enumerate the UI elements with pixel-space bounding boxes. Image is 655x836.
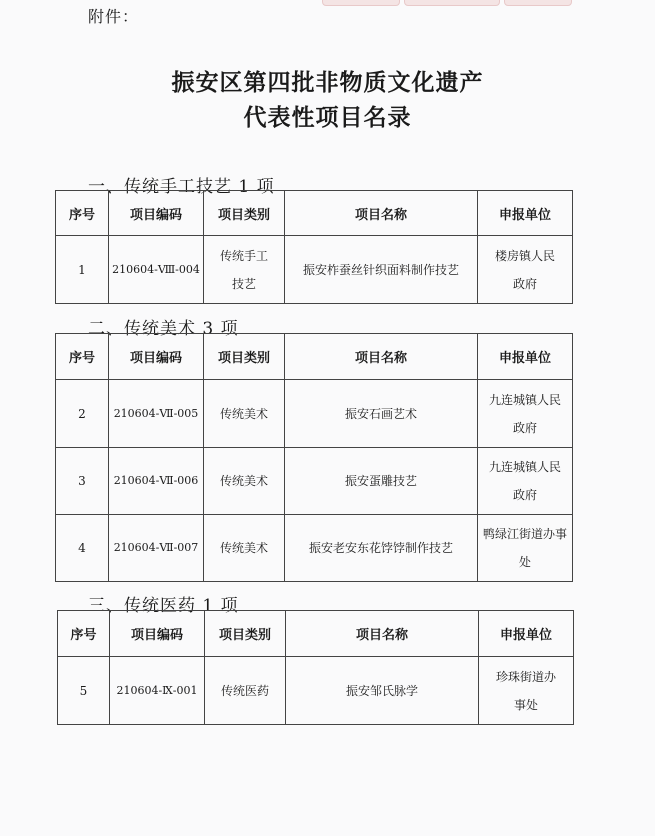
project-category: 传统医药 <box>205 657 286 725</box>
header-cell: 项目类别 <box>204 334 285 380</box>
header-cell: 申报单位 <box>478 191 573 236</box>
project-table <box>57 610 574 725</box>
table-row <box>56 448 573 515</box>
table-header-row <box>56 334 573 380</box>
project-name: 振安老安东花饽饽制作技艺 <box>285 515 478 582</box>
project-name: 振安邹氏脉学 <box>286 657 479 725</box>
header-cell: 项目名称 <box>285 334 478 380</box>
project-name: 振安石画艺术 <box>285 380 478 448</box>
header-cell: 项目名称 <box>285 191 478 236</box>
project-category: 传统手工技艺 <box>204 236 285 304</box>
project-code: 210604-Ⅷ-004 <box>109 236 204 304</box>
project-category: 传统美术 <box>204 515 285 582</box>
section-heading: 三、传统医药 1 项 <box>88 596 239 616</box>
applicant-unit: 九连城镇人民政府 <box>478 380 573 448</box>
table-row <box>56 236 573 304</box>
project-table <box>55 333 573 582</box>
row-number: 4 <box>56 515 109 582</box>
row-number: 3 <box>56 448 109 515</box>
header-cell: 序号 <box>56 334 109 380</box>
header-cell: 序号 <box>56 191 109 236</box>
document-title-line1: 振安区第四批非物质文化遗产 <box>171 69 484 96</box>
section-heading: 一、传统手工技艺 1 项 <box>88 177 275 197</box>
attachment-label: 附件： <box>88 7 140 26</box>
project-name: 振安柞蚕丝针织面料制作技艺 <box>285 236 478 304</box>
table-row <box>56 380 573 448</box>
project-code: 210604-Ⅶ-005 <box>109 380 204 448</box>
header-cell: 项目编码 <box>109 191 204 236</box>
row-number: 2 <box>56 380 109 448</box>
project-code: 210604-Ⅶ-007 <box>109 515 204 582</box>
table-row <box>56 515 573 582</box>
header-cell: 项目名称 <box>286 611 479 657</box>
document-title-line2: 代表性项目名录 <box>243 104 412 131</box>
applicant-unit: 鸭绿江街道办事处 <box>478 515 573 582</box>
header-cell: 项目类别 <box>205 611 286 657</box>
project-name: 振安蛋雕技艺 <box>285 448 478 515</box>
table-header-row <box>58 611 574 657</box>
header-cell: 项目编码 <box>110 611 205 657</box>
project-table <box>55 190 573 304</box>
header-cell: 项目编码 <box>109 334 204 380</box>
table-row <box>58 657 574 725</box>
applicant-unit: 珍珠街道办事处 <box>479 657 574 725</box>
applicant-unit: 楼房镇人民政府 <box>478 236 573 304</box>
row-number: 1 <box>56 236 109 304</box>
applicant-unit: 九连城镇人民政府 <box>478 448 573 515</box>
project-code: 210604-Ⅶ-006 <box>109 448 204 515</box>
project-category: 传统美术 <box>204 380 285 448</box>
toolbar-button[interactable] <box>504 0 572 6</box>
toolbar-button[interactable] <box>322 0 400 6</box>
header-cell: 序号 <box>58 611 110 657</box>
table-header-row <box>56 191 573 236</box>
header-cell: 申报单位 <box>479 611 574 657</box>
header-cell: 项目类别 <box>204 191 285 236</box>
toolbar-button[interactable] <box>404 0 500 6</box>
row-number: 5 <box>58 657 110 725</box>
section-heading: 二、传统美术 3 项 <box>88 319 239 339</box>
header-cell: 申报单位 <box>478 334 573 380</box>
project-category: 传统美术 <box>204 448 285 515</box>
project-code: 210604-Ⅸ-001 <box>110 657 205 725</box>
